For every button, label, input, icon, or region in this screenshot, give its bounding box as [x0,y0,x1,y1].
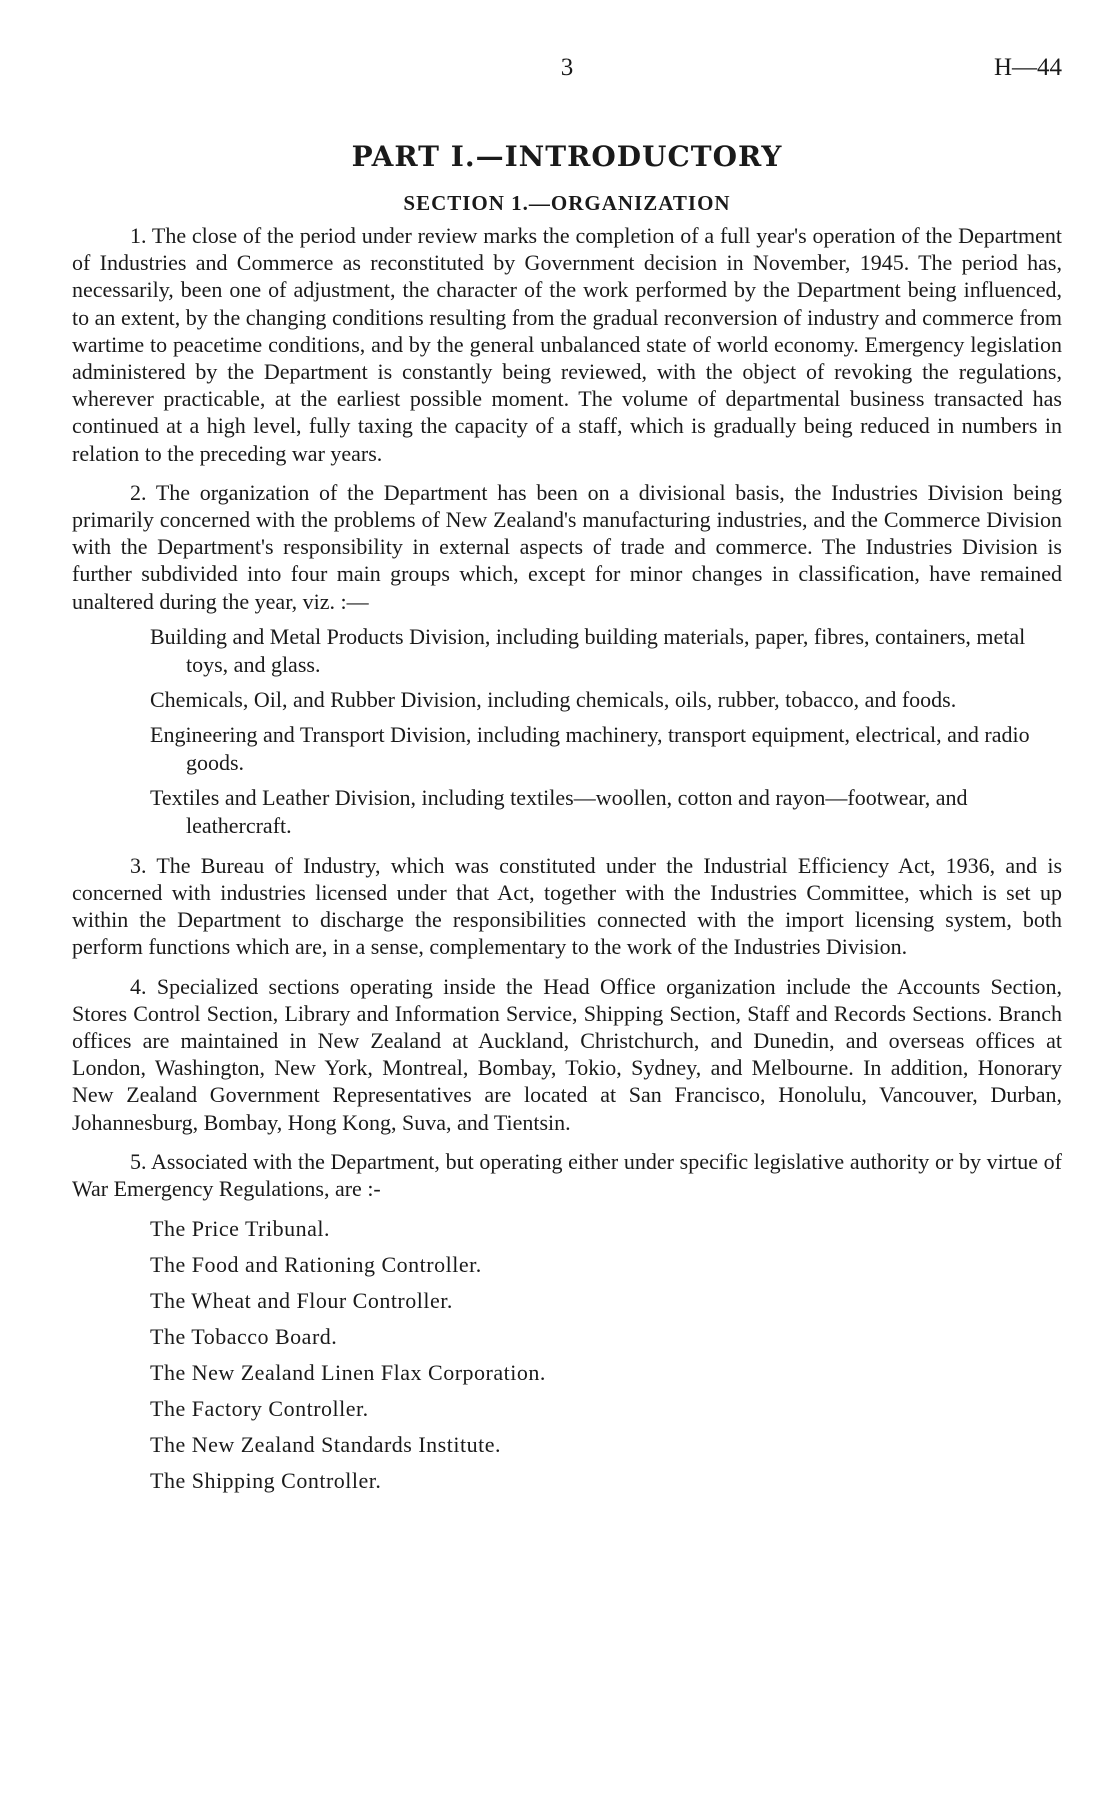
paragraph-3: 3. The Bureau of Industry, which was constituted under the Industrial Efficiency Act, 1936, and is concerned with industries licensed under that Act, together with the Industries Committee, which is set up within the Department to discharge the responsibilities connected with the import licensing system, both perform functions which are, in a sense, complementary to the work of the Industries Division. [72,852,1062,960]
part-title: PART I.—INTRODUCTORY [351,140,783,173]
associated-body-item: The Price Tribunal. [150,1216,330,1242]
paragraph-4: 4. Specialized sections operating inside the Head Office organization include the Accounts Section, Stores Control Section, Library and Information Service, Shipping Section, Staff and Records Sections. Branch offices are maintained in New Zealand at Auckland, Christchurch, and Dunedin, and overseas offices at London, Washington, New York, Montreal, Bombay, Tokio, Sydney, and Melbourne. In addition, Honorary New Zealand Government Representatives are located at San Francisco, Honolulu, Vancouver, Durban, Johannesburg, Bombay, Hong Kong, Suva, and Tientsin. [72,973,1062,1135]
page-number: 3 [560,54,574,81]
section-title: SECTION 1.—ORGANIZATION [403,191,731,215]
associated-bodies-list [150,1214,1062,1496]
division-list [150,623,1062,840]
document-page [72,48,1062,1502]
associated-body-item: The Factory Controller. [150,1396,369,1422]
paragraph-2: 2. The organization of the Department has been on a divisional basis, the Industries Division being primarily concerned with the problems of New Zealand's manufacturing industries, and the Commerce Division with the Department's responsibility in external aspects of trade and commerce. The Industries Division is further subdivided into four main groups which, except for minor changes in classification, have remained unaltered during the year, viz. :— [72,479,1062,614]
document-code: H—44 [993,54,1062,81]
associated-body-item: The Wheat and Flour Controller. [150,1288,453,1314]
division-item: Building and Metal Products Division, including building materials, paper, fibres, containers, metal toys, and glass. [150,623,1026,677]
associated-body-item: The New Zealand Linen Flax Corporation. [150,1360,546,1386]
associated-body-item: The New Zealand Standards Institute. [150,1432,501,1458]
paragraph-5: 5. Associated with the Department, but operating either under specific legislative authority or by virtue of War Emergency Regulations, are :- [72,1148,1062,1202]
associated-body-item: The Food and Rationing Controller. [150,1252,482,1278]
associated-body-item: The Shipping Controller. [150,1468,382,1494]
division-item: Engineering and Transport Division, including machinery, transport equipment, electrical, and radio goods. [150,721,1030,775]
paragraph-1: 1. The close of the period under review marks the completion of a full year's operation of the Department of Industries and Commerce as reconstituted by Government decision in November, 1945. The period has, necessarily, been one of adjustment, the character of the work performed by the Department being influenced, to an extent, by the changing conditions resulting from the gradual reconversion of industry and commerce from wartime to peacetime conditions, and by the general unbalanced state of world economy. Emergency legislation administered by the Department is constantly being reviewed, with the object of revoking the regulations, wherever practicable, at the earliest possible moment. The volume of departmental business transacted has continued at a high level, fully taxing the capacity of a staff, which is gradually being reduced in numbers in relation to the preceding war years. [72,223,1062,466]
page-header [72,48,1062,88]
associated-body-item: The Tobacco Board. [150,1324,338,1350]
division-item: Chemicals, Oil, and Rubber Division, including chemicals, oils, rubber, tobacco, and foods. [150,686,957,712]
division-item: Textiles and Leather Division, including textiles—woollen, cotton and rayon—footwear, and leathercraft. [150,784,968,838]
